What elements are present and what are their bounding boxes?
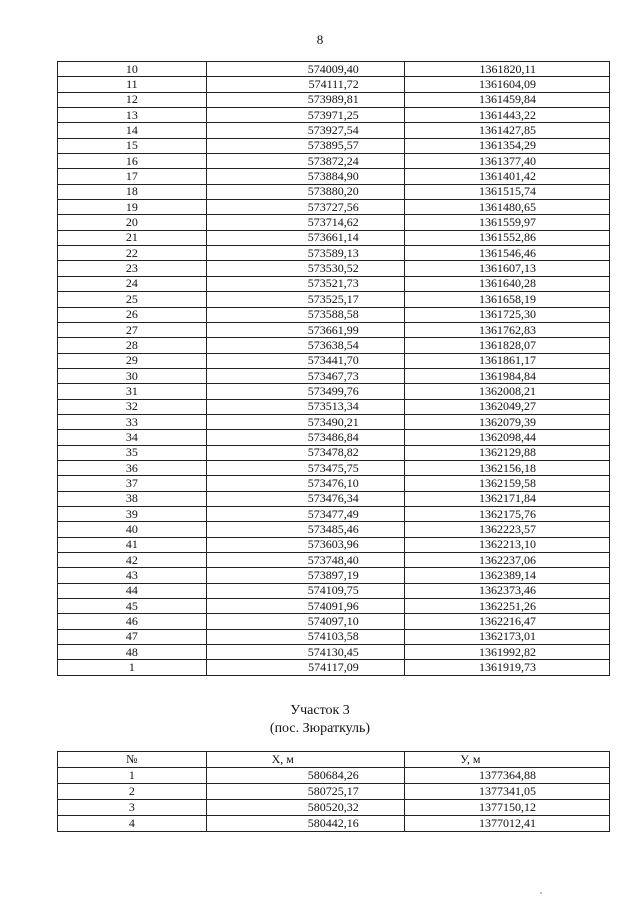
point-number-cell: 47 [58,629,207,644]
y-coordinate-cell: 1361820,11 [404,62,609,77]
y-coordinate-cell: 1362008,21 [404,384,609,399]
y-coordinate-cell: 1361354,29 [404,138,609,153]
table-row [58,583,610,598]
y-coordinate-cell: 1362251,26 [404,599,609,614]
y-coordinate-cell: 1377364,88 [404,768,609,784]
y-coordinate-cell: 1377012,41 [404,816,609,832]
table-row [58,246,610,261]
point-number-cell: 46 [58,614,207,629]
y-coordinate-cell: 1361427,85 [404,123,609,138]
column-header-number: № [58,752,207,768]
x-coordinate-cell: 574009,40 [206,62,404,77]
table-row [58,200,610,215]
y-coordinate-cell: 1362079,39 [404,414,609,429]
point-number-cell: 24 [58,276,207,291]
table-row [58,307,610,322]
table-row [58,645,610,660]
y-coordinate-cell: 1362098,44 [404,430,609,445]
table-row [58,108,610,123]
point-number-cell: 1 [58,660,207,675]
table-row [58,568,610,583]
x-coordinate-cell: 573661,14 [206,230,404,245]
point-number-cell: 1 [58,768,207,784]
x-coordinate-cell: 573748,40 [206,553,404,568]
x-coordinate-cell: 573927,54 [206,123,404,138]
table-row [58,660,610,675]
point-number-cell: 14 [58,123,207,138]
table-row [58,816,610,832]
table-row [58,506,610,521]
x-coordinate-cell: 573476,10 [206,476,404,491]
table-row [58,491,610,506]
table-row [58,261,610,276]
table-row [58,460,610,475]
coordinates-table-section-3 [57,751,610,832]
y-coordinate-cell: 1361725,30 [404,307,609,322]
table-row [58,414,610,429]
x-coordinate-cell: 573525,17 [206,292,404,307]
y-coordinate-cell: 1362171,84 [404,491,609,506]
x-coordinate-cell: 574130,45 [206,645,404,660]
point-number-cell: 26 [58,307,207,322]
x-coordinate-cell: 573467,73 [206,368,404,383]
point-number-cell: 27 [58,322,207,337]
column-header-y: У, м [404,752,609,768]
y-coordinate-cell: 1361861,17 [404,353,609,368]
y-coordinate-cell: 1361546,46 [404,246,609,261]
x-coordinate-cell: 573603,96 [206,537,404,552]
point-number-cell: 31 [58,384,207,399]
x-coordinate-cell: 573895,57 [206,138,404,153]
x-coordinate-cell: 573872,24 [206,154,404,169]
y-coordinate-cell: 1361984,84 [404,368,609,383]
y-coordinate-cell: 1362223,57 [404,522,609,537]
x-coordinate-cell: 580442,16 [206,816,404,832]
y-coordinate-cell: 1361762,83 [404,322,609,337]
point-number-cell: 21 [58,230,207,245]
table-row [58,522,610,537]
y-coordinate-cell: 1361515,74 [404,184,609,199]
point-number-cell: 16 [58,154,207,169]
point-number-cell: 40 [58,522,207,537]
point-number-cell: 22 [58,246,207,261]
x-coordinate-cell: 573530,52 [206,261,404,276]
y-coordinate-cell: 1361443,22 [404,108,609,123]
table-row [58,230,610,245]
point-number-cell: 39 [58,506,207,521]
point-number-cell: 44 [58,583,207,598]
table-row [58,322,610,337]
point-number-cell: 34 [58,430,207,445]
x-coordinate-cell: 573441,70 [206,353,404,368]
point-number-cell: 35 [58,445,207,460]
y-coordinate-cell: 1362129,88 [404,445,609,460]
point-number-cell: 25 [58,292,207,307]
table-row [58,338,610,353]
table-row [58,276,610,291]
table-row [58,553,610,568]
section-title: Участок 3 [290,703,350,718]
y-coordinate-cell: 1361607,13 [404,261,609,276]
y-coordinate-cell: 1362237,06 [404,553,609,568]
point-number-cell: 36 [58,460,207,475]
x-coordinate-cell: 573589,13 [206,246,404,261]
x-coordinate-cell: 573486,84 [206,430,404,445]
point-number-cell: 19 [58,200,207,215]
point-number-cell: 13 [58,108,207,123]
y-coordinate-cell: 1361604,09 [404,77,609,92]
x-coordinate-cell: 573490,21 [206,414,404,429]
y-coordinate-cell: 1361828,07 [404,338,609,353]
point-number-cell: 15 [58,138,207,153]
table-row [58,154,610,169]
point-number-cell: 4 [58,816,207,832]
y-coordinate-cell: 1362175,76 [404,506,609,521]
x-coordinate-cell: 580684,26 [206,768,404,784]
y-coordinate-cell: 1362373,46 [404,583,609,598]
table-row [58,138,610,153]
y-coordinate-cell: 1361992,82 [404,645,609,660]
table-row [58,768,610,784]
point-number-cell: 10 [58,62,207,77]
point-number-cell: 12 [58,92,207,107]
point-number-cell: 41 [58,537,207,552]
table-row [58,92,610,107]
table-row [58,614,610,629]
x-coordinate-cell: 573638,54 [206,338,404,353]
x-coordinate-cell: 574097,10 [206,614,404,629]
x-coordinate-cell: 573476,34 [206,491,404,506]
point-number-cell: 32 [58,399,207,414]
x-coordinate-cell: 573521,73 [206,276,404,291]
point-number-cell: 18 [58,184,207,199]
y-coordinate-cell: 1362156,18 [404,460,609,475]
y-coordinate-cell: 1361377,40 [404,154,609,169]
point-number-cell: 2 [58,784,207,800]
table-row [58,800,610,816]
x-coordinate-cell: 574091,96 [206,599,404,614]
section-subtitle: (пос. Зюраткуль) [269,721,371,736]
point-number-cell: 38 [58,491,207,506]
y-coordinate-cell: 1361658,19 [404,292,609,307]
table-row [58,629,610,644]
table-row [58,184,610,199]
x-coordinate-cell: 574103,58 [206,629,404,644]
y-coordinate-cell: 1361480,65 [404,200,609,215]
y-coordinate-cell: 1361640,28 [404,276,609,291]
x-coordinate-cell: 580725,17 [206,784,404,800]
y-coordinate-cell: 1362159,58 [404,476,609,491]
point-number-cell: 30 [58,368,207,383]
coordinates-table-continued [57,61,610,676]
y-coordinate-cell: 1362049,27 [404,399,609,414]
y-coordinate-cell: 1377341,05 [404,784,609,800]
table-row [58,292,610,307]
table-row [58,123,610,138]
table-row [58,353,610,368]
y-coordinate-cell: 1362173,01 [404,629,609,644]
x-coordinate-cell: 580520,32 [206,800,404,816]
x-coordinate-cell: 573989,81 [206,92,404,107]
table-row [58,215,610,230]
x-coordinate-cell: 574111,72 [206,77,404,92]
point-number-cell: 37 [58,476,207,491]
y-coordinate-cell: 1362216,47 [404,614,609,629]
x-coordinate-cell: 573727,56 [206,200,404,215]
point-number-cell: 29 [58,353,207,368]
point-number-cell: 43 [58,568,207,583]
y-coordinate-cell: 1361401,42 [404,169,609,184]
table-header-row [58,752,610,768]
table-row [58,399,610,414]
scan-speck [540,892,542,894]
point-number-cell: 20 [58,215,207,230]
y-coordinate-cell: 1362389,14 [404,568,609,583]
x-coordinate-cell: 573475,75 [206,460,404,475]
x-coordinate-cell: 573485,46 [206,522,404,537]
table-row [58,384,610,399]
table-row [58,599,610,614]
point-number-cell: 42 [58,553,207,568]
x-coordinate-cell: 573499,76 [206,384,404,399]
table-row [58,77,610,92]
x-coordinate-cell: 573478,82 [206,445,404,460]
point-number-cell: 3 [58,800,207,816]
y-coordinate-cell: 1361559,97 [404,215,609,230]
x-coordinate-cell: 573477,49 [206,506,404,521]
point-number-cell: 11 [58,77,207,92]
page-number: 8 [316,32,324,47]
x-coordinate-cell: 573513,34 [206,399,404,414]
table-row [58,784,610,800]
x-coordinate-cell: 573714,62 [206,215,404,230]
point-number-cell: 23 [58,261,207,276]
point-number-cell: 17 [58,169,207,184]
point-number-cell: 33 [58,414,207,429]
point-number-cell: 48 [58,645,207,660]
x-coordinate-cell: 573661,99 [206,322,404,337]
x-coordinate-cell: 573971,25 [206,108,404,123]
y-coordinate-cell: 1361459,84 [404,92,609,107]
y-coordinate-cell: 1361919,73 [404,660,609,675]
table-row [58,62,610,77]
table-row [58,445,610,460]
table-row [58,476,610,491]
x-coordinate-cell: 573884,90 [206,169,404,184]
table-row [58,169,610,184]
table-row [58,537,610,552]
point-number-cell: 28 [58,338,207,353]
table-row [58,368,610,383]
x-coordinate-cell: 574117,09 [206,660,404,675]
y-coordinate-cell: 1361552,86 [404,230,609,245]
point-number-cell: 45 [58,599,207,614]
x-coordinate-cell: 574109,75 [206,583,404,598]
column-header-x: Х, м [206,752,404,768]
table-row [58,430,610,445]
y-coordinate-cell: 1362213,10 [404,537,609,552]
x-coordinate-cell: 573588,58 [206,307,404,322]
y-coordinate-cell: 1377150,12 [404,800,609,816]
x-coordinate-cell: 573880,20 [206,184,404,199]
x-coordinate-cell: 573897,19 [206,568,404,583]
